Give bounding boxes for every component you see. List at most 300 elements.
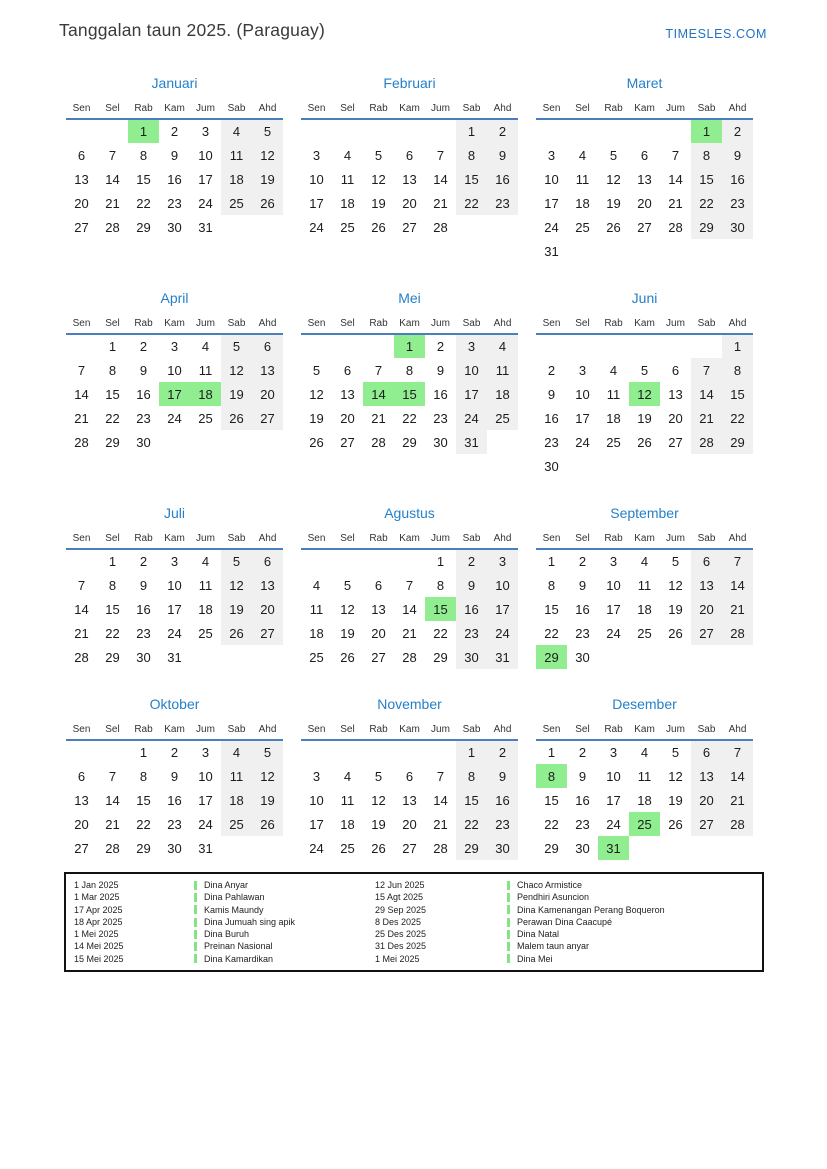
legend-holiday-date: 1 Mar 2025: [74, 892, 120, 903]
site-link[interactable]: TIMESLES.COM: [665, 27, 767, 41]
day-header: Sel: [97, 527, 128, 549]
holiday-marker-icon: [194, 893, 197, 902]
day-header: Jum: [425, 527, 456, 549]
date-cell: 16: [433, 386, 448, 402]
week-row: [536, 621, 753, 645]
empty-cell: [363, 549, 394, 573]
date-cell: 7: [691, 358, 722, 382]
date-cell: 8: [691, 143, 722, 167]
date-cell: 19: [221, 597, 252, 621]
date-cell: 18: [198, 601, 213, 617]
empty-cell: [660, 454, 691, 478]
day-header: Sen: [66, 527, 97, 549]
date-cell: 2: [722, 119, 753, 143]
date-cell: 16: [722, 167, 753, 191]
week-row: [66, 788, 283, 812]
empty-cell: [660, 645, 691, 669]
date-cell: 18: [190, 382, 221, 406]
date-cell: 28: [105, 219, 120, 235]
date-cell: 18: [637, 792, 652, 808]
date-cell: 25: [198, 625, 213, 641]
holiday-marker-icon: [507, 954, 510, 963]
date-cell: 14: [105, 171, 120, 187]
day-header: Jum: [660, 527, 691, 549]
date-cell: 29: [136, 219, 151, 235]
week-row: [66, 645, 283, 669]
empty-cell: [660, 334, 691, 358]
week-row: [536, 239, 753, 263]
empty-cell: [97, 740, 128, 764]
date-cell: 9: [456, 573, 487, 597]
date-cell: 10: [309, 792, 324, 808]
date-cell: 29: [433, 649, 448, 665]
date-cell: 30: [544, 458, 559, 474]
date-cell: 22: [456, 191, 487, 215]
holiday-marker-icon: [194, 954, 197, 963]
empty-cell: [394, 549, 425, 573]
week-row: [536, 812, 753, 836]
date-cell: 24: [198, 195, 213, 211]
date-cell: 5: [221, 549, 252, 573]
day-header: Sen: [536, 312, 567, 334]
date-cell: 28: [691, 430, 722, 454]
empty-cell: [456, 215, 487, 239]
empty-cell: [332, 334, 363, 358]
month-table: [536, 527, 753, 669]
month-title[interactable]: Juni: [631, 290, 658, 306]
day-header: Ahd: [487, 527, 518, 549]
day-header: Sen: [66, 97, 97, 119]
date-cell: 21: [74, 410, 89, 426]
day-header: Sab: [691, 527, 722, 549]
date-cell: 26: [668, 625, 683, 641]
day-header: Kam: [159, 527, 190, 549]
week-row: [536, 597, 753, 621]
empty-cell: [536, 119, 567, 143]
date-cell: 25: [575, 219, 590, 235]
date-cell: 13: [371, 601, 386, 617]
date-cell: 20: [637, 195, 652, 211]
week-row: [66, 382, 283, 406]
date-cell: 20: [74, 816, 89, 832]
month-mei: [301, 289, 518, 478]
date-cell: 6: [77, 768, 86, 784]
date-cell: 2: [170, 124, 179, 139]
legend-holiday-date: 18 Apr 2025: [74, 916, 123, 927]
week-row: [301, 191, 518, 215]
holiday-marker-icon: [194, 881, 197, 890]
date-cell: 14: [668, 171, 683, 187]
date-cell: 16: [167, 792, 182, 808]
month-title[interactable]: September: [610, 505, 679, 521]
month-days: [536, 119, 753, 263]
date-cell: 10: [456, 358, 487, 382]
day-header: Sel: [567, 312, 598, 334]
month-title[interactable]: Maret: [626, 75, 663, 91]
weekday-header-row: [536, 312, 753, 334]
day-header: Jum: [190, 527, 221, 549]
month-title[interactable]: November: [377, 696, 442, 712]
date-cell: 21: [722, 597, 753, 621]
date-cell: 26: [637, 434, 652, 450]
day-header: Jum: [660, 97, 691, 119]
date-cell: 24: [167, 410, 182, 426]
date-cell: 1: [108, 554, 117, 569]
date-cell: 28: [433, 840, 448, 856]
date-cell: 29: [105, 649, 120, 665]
date-cell: 12: [340, 601, 355, 617]
date-cell: 1: [691, 119, 722, 143]
date-cell: 6: [252, 334, 283, 358]
empty-cell: [691, 836, 722, 860]
week-row: [536, 788, 753, 812]
weekday-header-row: [66, 312, 283, 334]
empty-cell: [252, 645, 283, 669]
week-row: [301, 788, 518, 812]
day-header: Rab: [363, 312, 394, 334]
week-row: [301, 573, 518, 597]
date-cell: 2: [547, 362, 556, 378]
date-cell: 4: [221, 119, 252, 143]
weekday-header-row: [66, 718, 283, 740]
date-cell: 8: [108, 362, 117, 378]
date-cell: 6: [343, 362, 352, 378]
day-header: Rab: [128, 312, 159, 334]
date-cell: 23: [544, 434, 559, 450]
date-cell: 24: [167, 625, 182, 641]
empty-cell: [221, 430, 252, 454]
date-cell: 5: [374, 768, 383, 784]
empty-cell: [598, 645, 629, 669]
date-cell: 26: [252, 812, 283, 836]
holiday-marker-icon: [507, 918, 510, 927]
empty-cell: [66, 740, 97, 764]
date-cell: 24: [606, 816, 621, 832]
date-cell: 11: [340, 792, 355, 808]
weekday-header-row: [301, 312, 518, 334]
date-cell: 23: [575, 816, 590, 832]
month-table: [536, 718, 753, 860]
date-cell: 15: [691, 167, 722, 191]
date-cell: 30: [167, 219, 182, 235]
date-cell: 30: [433, 434, 448, 450]
date-cell: 31: [456, 430, 487, 454]
date-cell: 10: [487, 573, 518, 597]
date-cell: 22: [105, 410, 120, 426]
day-header: Sen: [536, 718, 567, 740]
week-row: [301, 740, 518, 764]
date-cell: 1: [456, 119, 487, 143]
weekday-header-row: [66, 527, 283, 549]
date-cell: 18: [221, 788, 252, 812]
date-cell: 1: [108, 339, 117, 354]
week-row: [536, 334, 753, 358]
empty-cell: [190, 645, 221, 669]
day-header: Sab: [691, 718, 722, 740]
date-cell: 29: [691, 215, 722, 239]
date-cell: 28: [74, 434, 89, 450]
month-title[interactable]: Agustus: [384, 505, 435, 521]
date-cell: 7: [108, 147, 117, 163]
date-cell: 13: [691, 764, 722, 788]
date-cell: 6: [691, 549, 722, 573]
date-cell: 17: [159, 382, 190, 406]
day-header: Rab: [363, 527, 394, 549]
date-cell: 3: [170, 554, 179, 569]
month-table: [66, 97, 283, 239]
date-cell: 17: [606, 601, 621, 617]
legend-row: [74, 928, 762, 940]
month-table: [66, 527, 283, 669]
week-row: [301, 119, 518, 143]
week-row: [301, 215, 518, 239]
date-cell: 31: [198, 219, 213, 235]
date-cell: 9: [578, 577, 587, 593]
date-cell: 21: [105, 816, 120, 832]
date-cell: 19: [668, 792, 683, 808]
date-cell: 25: [198, 410, 213, 426]
date-cell: 3: [609, 554, 618, 569]
legend-holiday-date: 14 Mei 2025: [74, 941, 124, 952]
holiday-marker-icon: [507, 905, 510, 914]
date-cell: 31: [198, 840, 213, 856]
holiday-marker-icon: [507, 942, 510, 951]
legend-holiday-date: 29 Sep 2025: [375, 904, 427, 915]
date-cell: 26: [252, 191, 283, 215]
weekday-header-row: [301, 718, 518, 740]
date-cell: 24: [606, 625, 621, 641]
date-cell: 19: [371, 195, 386, 211]
day-header: Rab: [128, 718, 159, 740]
date-cell: 18: [606, 410, 621, 426]
date-cell: 7: [77, 577, 86, 593]
empty-cell: [425, 740, 456, 764]
date-cell: 15: [136, 792, 151, 808]
day-header: Sab: [221, 312, 252, 334]
date-cell: 13: [252, 573, 283, 597]
week-row: [66, 573, 283, 597]
day-header: Sab: [221, 527, 252, 549]
date-cell: 9: [436, 362, 445, 378]
date-cell: 18: [221, 167, 252, 191]
week-row: [66, 621, 283, 645]
date-cell: 3: [201, 124, 210, 139]
day-header: Jum: [190, 312, 221, 334]
date-cell: 17: [575, 410, 590, 426]
week-row: [536, 167, 753, 191]
holiday-marker-icon: [507, 893, 510, 902]
date-cell: 4: [487, 334, 518, 358]
date-cell: 30: [575, 840, 590, 856]
legend-holiday-name: Kamis Maundy: [194, 904, 375, 916]
date-cell: 19: [252, 167, 283, 191]
date-cell: 13: [691, 573, 722, 597]
holiday-marker-icon: [194, 942, 197, 951]
date-cell: 5: [374, 147, 383, 163]
day-header: Rab: [598, 97, 629, 119]
date-cell: 31: [544, 243, 559, 259]
date-cell: 8: [456, 143, 487, 167]
legend-box: [64, 872, 764, 972]
date-cell: 15: [544, 601, 559, 617]
date-cell: 15: [456, 788, 487, 812]
week-row: [536, 454, 753, 478]
date-cell: 3: [201, 745, 210, 760]
date-cell: 10: [198, 768, 213, 784]
date-cell: 7: [722, 740, 753, 764]
date-cell: 21: [433, 816, 448, 832]
week-row: [66, 836, 283, 860]
date-cell: 17: [456, 382, 487, 406]
week-row: [301, 358, 518, 382]
date-cell: 11: [575, 171, 590, 187]
date-cell: 12: [668, 768, 683, 784]
date-cell: 14: [74, 386, 89, 402]
month-title[interactable]: Mei: [398, 290, 421, 306]
day-header: Kam: [159, 97, 190, 119]
date-cell: 5: [671, 745, 680, 760]
date-cell: 25: [340, 219, 355, 235]
date-cell: 15: [105, 601, 120, 617]
date-cell: 27: [252, 621, 283, 645]
month-days: [66, 334, 283, 454]
date-cell: 22: [456, 812, 487, 836]
day-header: Ahd: [722, 527, 753, 549]
month-table: [536, 97, 753, 263]
empty-cell: [363, 334, 394, 358]
legend-holiday-date: 1 Mei 2025: [375, 953, 420, 964]
date-cell: 15: [105, 386, 120, 402]
date-cell: 25: [629, 812, 660, 836]
empty-cell: [301, 740, 332, 764]
date-cell: 1: [547, 745, 556, 760]
month-title[interactable]: Februari: [383, 75, 436, 91]
legend-holiday-name: Pendhiri Asuncion: [507, 891, 762, 903]
date-cell: 9: [170, 768, 179, 784]
month-maret: [536, 74, 753, 263]
legend-holiday-name: Dina Kamardikan: [194, 953, 375, 965]
date-cell: 6: [77, 147, 86, 163]
date-cell: 27: [74, 219, 89, 235]
date-cell: 23: [136, 410, 151, 426]
day-header: Jum: [190, 718, 221, 740]
date-cell: 7: [374, 362, 383, 378]
date-cell: 23: [722, 191, 753, 215]
legend-holiday-date: 25 Des 2025: [375, 929, 427, 940]
date-cell: 11: [198, 577, 213, 593]
date-cell: 5: [252, 740, 283, 764]
month-title[interactable]: April: [160, 290, 189, 306]
legend-holiday-date: 1 Jan 2025: [74, 880, 119, 890]
date-cell: 6: [405, 147, 414, 163]
month-title[interactable]: Juli: [163, 505, 185, 521]
date-cell: 11: [198, 362, 213, 378]
empty-cell: [629, 454, 660, 478]
date-cell: 14: [433, 792, 448, 808]
day-header: Ahd: [487, 718, 518, 740]
legend-holiday-date: 31 Des 2025: [375, 941, 427, 952]
date-cell: 27: [668, 434, 683, 450]
month-table: [536, 312, 753, 478]
date-cell: 8: [456, 764, 487, 788]
date-cell: 2: [578, 554, 587, 569]
date-cell: 20: [691, 597, 722, 621]
legend-holiday-date: 15 Agt 2025: [375, 892, 424, 903]
week-row: [536, 406, 753, 430]
weekday-header-row: [301, 527, 518, 549]
date-cell: 9: [547, 386, 556, 402]
date-cell: 4: [343, 147, 352, 163]
date-cell: 13: [668, 386, 683, 402]
date-cell: 29: [105, 434, 120, 450]
day-header: Sab: [456, 718, 487, 740]
month-days: [301, 334, 518, 454]
legend-holiday-name: Malem taun anyar: [507, 940, 762, 952]
day-header: Sel: [97, 312, 128, 334]
day-header: Sel: [332, 527, 363, 549]
date-cell: 26: [340, 649, 355, 665]
day-header: Sab: [221, 718, 252, 740]
date-cell: 2: [578, 745, 587, 760]
date-cell: 14: [722, 764, 753, 788]
date-cell: 21: [722, 788, 753, 812]
empty-cell: [660, 836, 691, 860]
calendar-grid: [66, 74, 827, 860]
date-cell: 20: [691, 788, 722, 812]
date-cell: 19: [309, 410, 324, 426]
date-cell: 3: [609, 745, 618, 760]
date-cell: 1: [436, 554, 445, 569]
date-cell: 9: [139, 362, 148, 378]
date-cell: 30: [136, 434, 151, 450]
day-header: Sel: [567, 718, 598, 740]
date-cell: 28: [105, 840, 120, 856]
month-days: [301, 740, 518, 860]
month-title[interactable]: Desember: [612, 696, 677, 712]
date-cell: 27: [691, 621, 722, 645]
date-cell: 10: [309, 171, 324, 187]
empty-cell: [629, 239, 660, 263]
date-cell: 28: [371, 434, 386, 450]
month-desember: [536, 695, 753, 860]
date-cell: 11: [309, 601, 324, 617]
date-cell: 22: [544, 625, 559, 641]
date-cell: 14: [74, 601, 89, 617]
month-table: [301, 312, 518, 454]
day-header: Ahd: [722, 312, 753, 334]
month-days: [301, 549, 518, 669]
week-row: [301, 143, 518, 167]
page-header: [0, 0, 827, 41]
date-cell: 20: [340, 410, 355, 426]
legend-holiday-date: 1 Mei 2025: [74, 929, 119, 940]
date-cell: 10: [544, 171, 559, 187]
date-cell: 3: [547, 147, 556, 163]
holiday-marker-icon: [507, 930, 510, 939]
date-cell: 8: [405, 362, 414, 378]
date-cell: 3: [578, 362, 587, 378]
weekday-header-row: [301, 97, 518, 119]
date-cell: 26: [668, 816, 683, 832]
month-title[interactable]: Januari: [151, 75, 198, 91]
empty-cell: [629, 119, 660, 143]
empty-cell: [252, 836, 283, 860]
date-cell: 18: [340, 816, 355, 832]
month-title[interactable]: Oktober: [149, 696, 200, 712]
date-cell: 17: [198, 171, 213, 187]
date-cell: 15: [456, 167, 487, 191]
date-cell: 24: [456, 406, 487, 430]
